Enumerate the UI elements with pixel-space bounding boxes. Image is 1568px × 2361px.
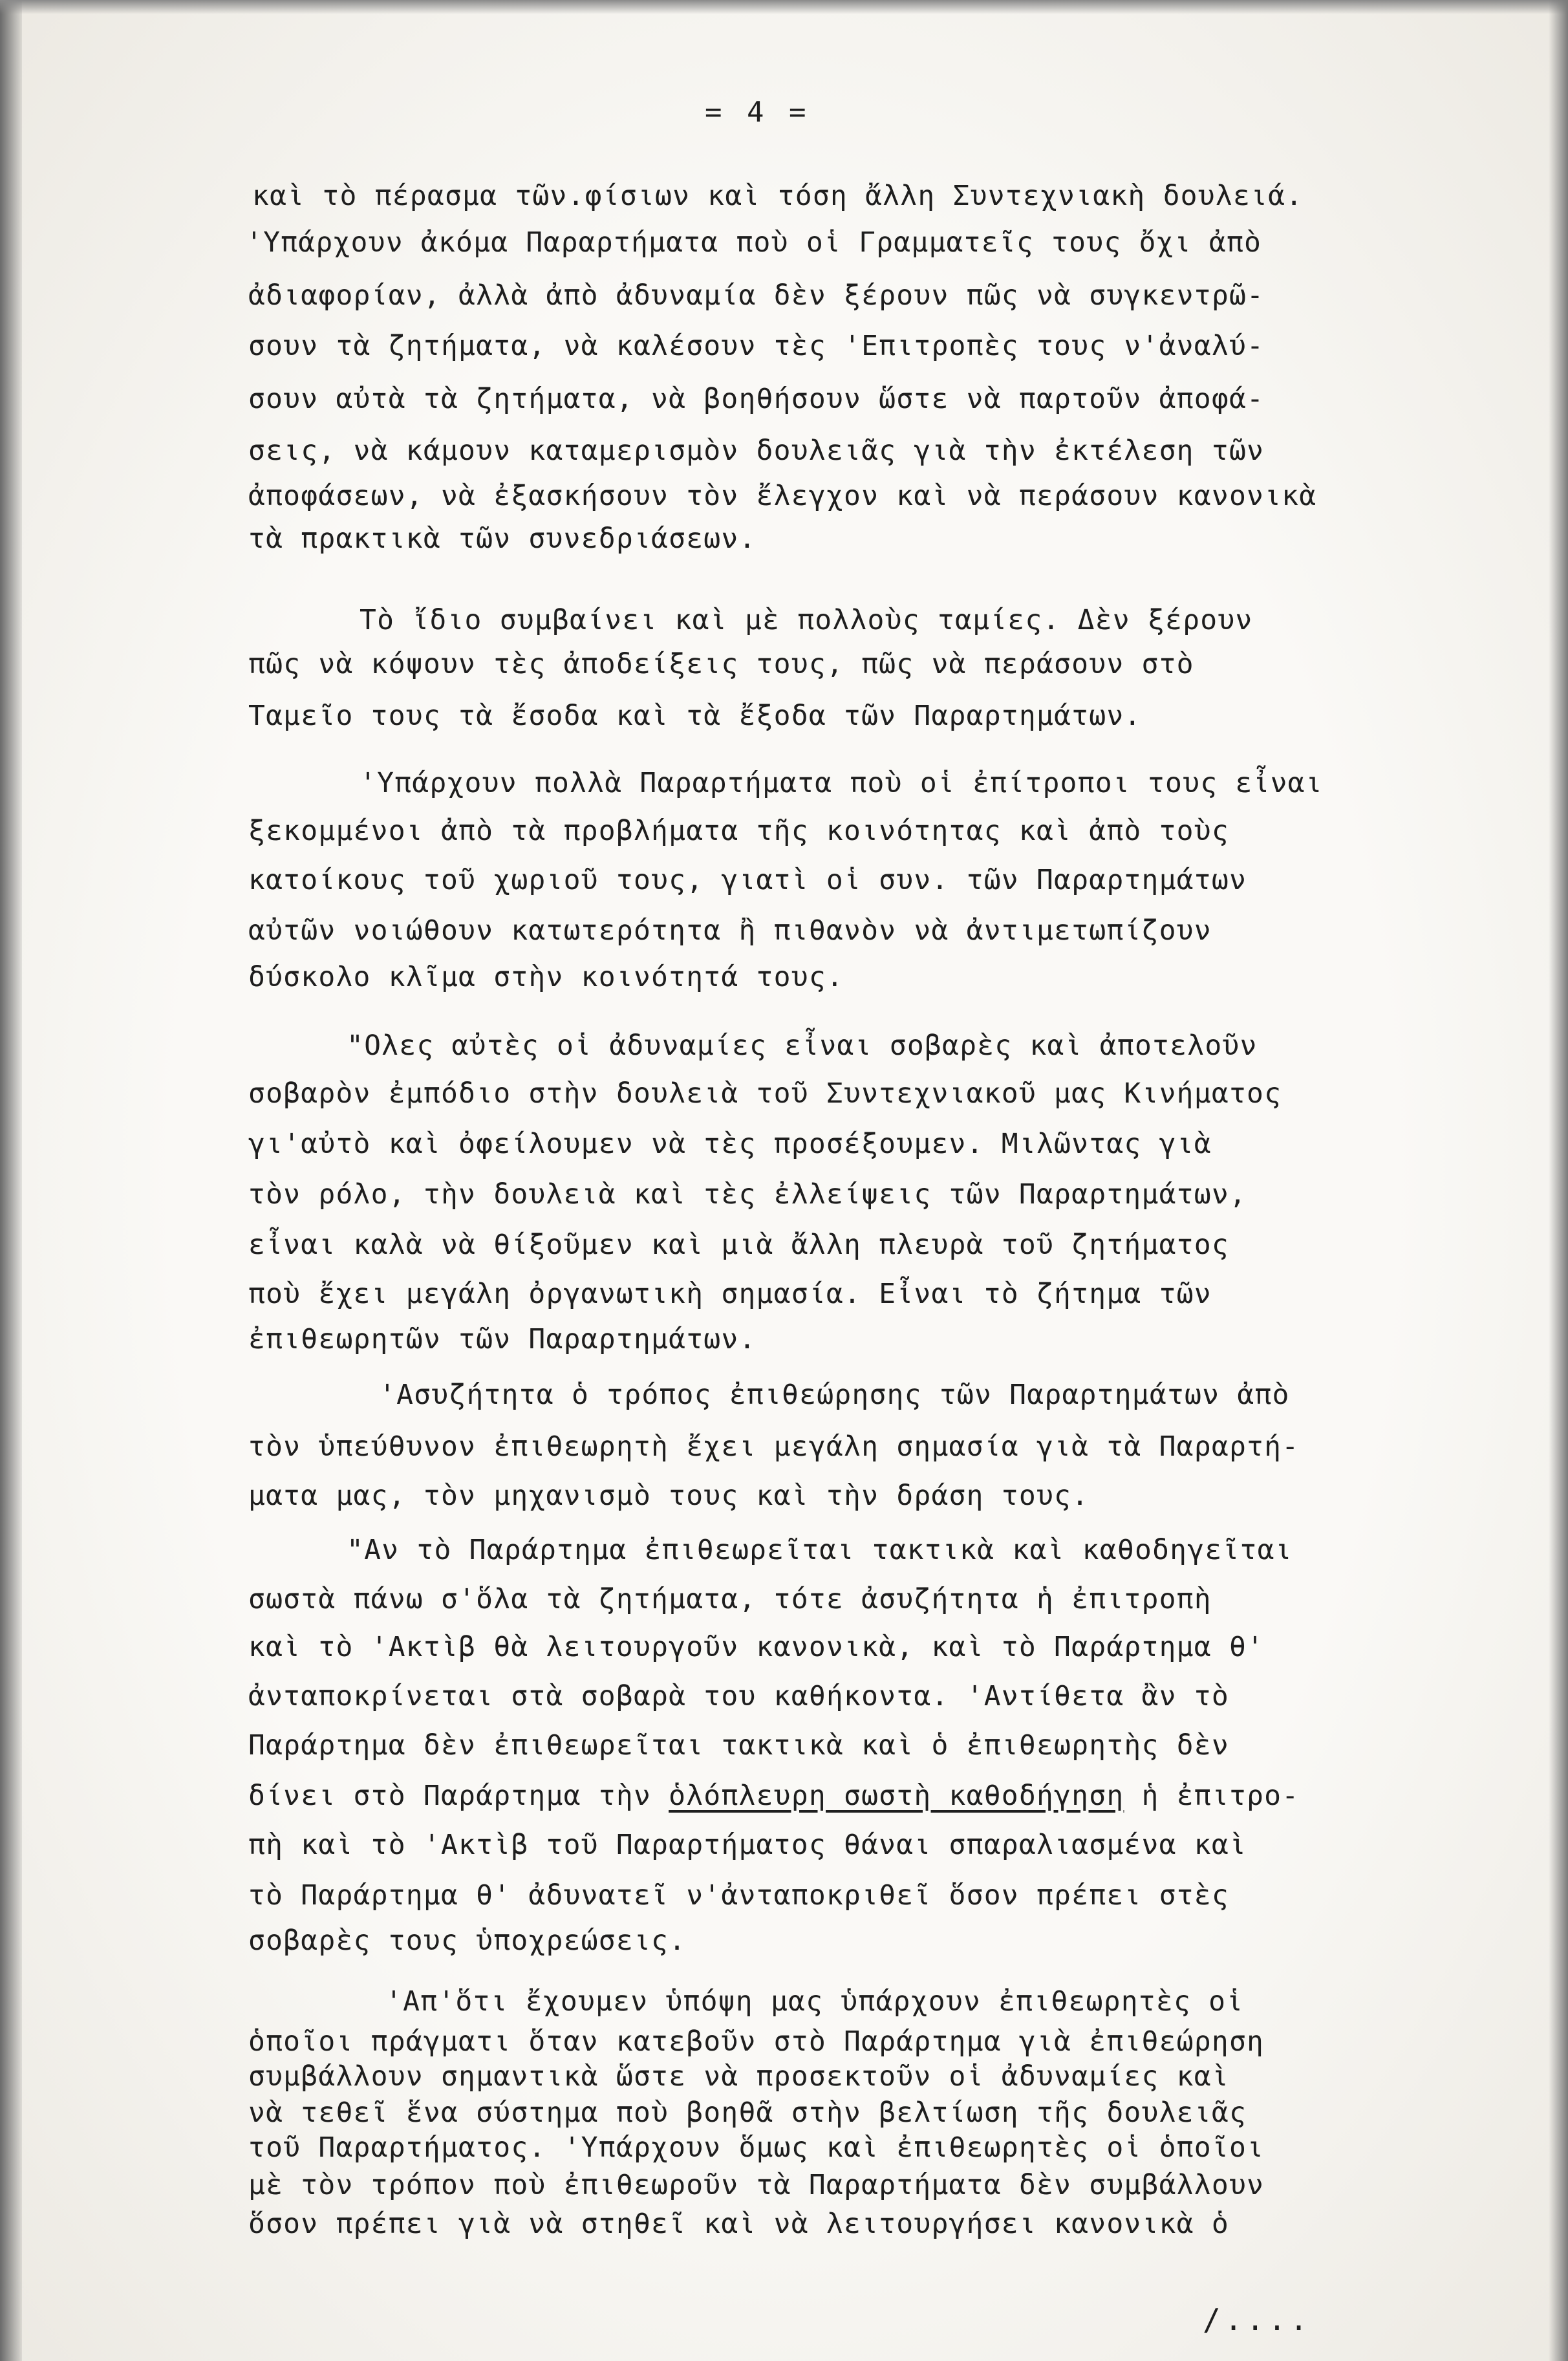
text-line: τὸ Παράρτημα θ' ἀδυνατεῖ ν'ἀνταποκριθεῖ ὅσον πρέπει στὲς xyxy=(248,1879,1229,1912)
text-line-with-underline xyxy=(248,1782,1299,1810)
text-line: σεις, νὰ κάμουν καταμερισμὸν δουλειᾶς γιὰ τὴν ἐκτέλεση τῶν xyxy=(248,435,1265,467)
text-line: 'Υπάρχουν ἀκόμα Παραρτήματα ποὺ οἱ Γραμματεῖς τους ὄχι ἀπὸ xyxy=(246,226,1262,259)
text-line: Παράρτημα δὲν ἐπιθεωρεῖται τακτικὰ καὶ ὁ ἐπιθεωρητὴς δὲν xyxy=(248,1729,1229,1762)
text-line: "Αν τὸ Παράρτημα ἐπιθεωρεῖται τακτικὰ καὶ καθοδηγεῖται xyxy=(347,1534,1293,1566)
text-line: εἶναι καλὰ νὰ θίξοῦμεν καὶ μιὰ ἄλλη πλευρὰ τοῦ ζητήματος xyxy=(248,1229,1229,1261)
text-line: 'Απ'ὅτι ἔχουμεν ὑπόψη μας ὑπάρχουν ἐπιθεωρητὲς οἱ xyxy=(385,1985,1244,2018)
text-line: κατοίκους τοῦ χωριοῦ τους, γιατὶ οἱ συν. τῶν Παραρτημάτων xyxy=(248,864,1247,896)
text-line: δύσκολο κλῖμα στὴν κοινότητά τους. xyxy=(248,961,844,993)
text-line: τὸν ρόλο, τὴν δουλειὰ καὶ τὲς ἐλλείψεις τῶν Παραρτημάτων, xyxy=(248,1178,1247,1211)
text-line: 'Υπάρχουν πολλὰ Παραρτήματα ποὺ οἱ ἐπίτροποι τους εἶναι xyxy=(360,767,1323,799)
text-line: γι'αὐτὸ καὶ ὀφείλουμεν νὰ τὲς προσέξουμεν. Μιλῶντας γιὰ xyxy=(248,1128,1212,1160)
scan-shadow-left xyxy=(0,0,22,2361)
text-line: Τὸ ἴδιο συμβαίνει καὶ μὲ πολλοὺς ταμίες. Δὲν ξέρουν xyxy=(360,604,1253,636)
text-line: σοβαρὸν ἐμπόδιο στὴν δουλειὰ τοῦ Συντεχνιακοῦ μας Κινήματος xyxy=(248,1077,1282,1110)
text-line: ματα μας, τὸν μηχανισμὸ τους καὶ τὴν δράση τους. xyxy=(248,1480,1090,1512)
text-line: ὁποῖοι πράγματι ὅταν κατεβοῦν στὸ Παράρτημα γιὰ ἐπιθεώρηση xyxy=(248,2025,1265,2058)
scan-shadow-right xyxy=(1549,0,1568,2361)
text-line: ἐπιθεωρητῶν τῶν Παραρτημάτων. xyxy=(248,1323,757,1355)
text-line: συμβάλλουν σημαντικὰ ὥστε νὰ προσεκτοῦν οἱ ἀδυναμίες καὶ xyxy=(248,2060,1229,2093)
text-line: τὸν ὑπεύθυνον ἐπιθεωρητὴ ἔχει μεγάλη σημασία γιὰ τὰ Παραρτή- xyxy=(248,1430,1300,1463)
scan-shadow-top xyxy=(0,0,1568,14)
text-line: ἀποφάσεων, νὰ ἐξασκήσουν τὸν ἔλεγχον καὶ νὰ περάσουν κανονικὰ xyxy=(248,480,1317,512)
text-line: ἀδιαφορίαν, ἀλλὰ ἀπὸ ἀδυναμία δὲν ξέρουν πῶς νὰ συγκεντρῶ- xyxy=(248,279,1265,312)
text-line: καὶ τὸ 'Ακτὶβ θὰ λειτουργοῦν κανονικὰ, καὶ τὸ Παράρτημα θ' xyxy=(248,1631,1265,1663)
text-line: σωστὰ πάνω σ'ὅλα τὰ ζητήματα, τότε ἀσυζήτητα ἡ ἐπιτροπὴ xyxy=(248,1583,1212,1615)
text-line: τοῦ Παραρτήματος. 'Υπάρχουν ὅμως καὶ ἐπιθεωρητὲς οἱ ὁποῖοι xyxy=(248,2131,1265,2164)
text-line: Ταμεῖο τους τὰ ἔσοδα καὶ τὰ ἔξοδα τῶν Παραρτημάτων. xyxy=(248,700,1142,732)
text-line: πὴ καὶ τὸ 'Ακτὶβ τοῦ Παραρτήματος θάναι σπαραλιασμένα καὶ xyxy=(248,1829,1247,1861)
text-line: ἀνταποκρίνεται στὰ σοβαρὰ του καθήκοντα. 'Αντίθετα ἂν τὸ xyxy=(248,1680,1229,1712)
text-line: μὲ τὸν τρόπον ποὺ ἐπιθεωροῦν τὰ Παραρτήματα δὲν συμβάλλουν xyxy=(248,2169,1265,2201)
continuation-mark: /.... xyxy=(1203,2302,1312,2337)
text-line: "Ολες αὐτὲς οἱ ἀδυναμίες εἶναι σοβαρὲς καὶ ἀποτελοῦν xyxy=(347,1030,1258,1062)
text-segment: δίνει στὸ Παράρτημα τὴν xyxy=(248,1780,652,1812)
text-line: πῶς νὰ κόψουν τὲς ἀποδείξεις τους, πῶς νὰ περάσουν στὸ xyxy=(248,648,1194,680)
text-line: σουν τὰ ζητήματα, νὰ καλέσουν τὲς 'Επιτροπὲς τους ν'ἀναλύ- xyxy=(248,330,1265,362)
text-line: νὰ τεθεῖ ἕνα σύστημα ποὺ βοηθᾶ στὴν βελτίωση τῆς δουλειᾶς xyxy=(248,2097,1247,2129)
text-line: ξεκομμένοι ἀπὸ τὰ προβλήματα τῆς κοινότητας καὶ ἀπὸ τοὺς xyxy=(248,815,1229,847)
text-line: αὐτῶν νοιώθουν κατωτερότητα ἢ πιθανὸν νὰ ἀντιμετωπίζουν xyxy=(248,914,1212,947)
text-segment: ἡ ἐπιτρο- xyxy=(1141,1780,1300,1812)
text-line: ὅσον πρέπει γιὰ νὰ στηθεῖ καὶ νὰ λειτουργήσει κανονικὰ ὁ xyxy=(248,2208,1229,2240)
text-line: 'Ασυζήτητα ὁ τρόπος ἐπιθεώρησης τῶν Παραρτημάτων ἀπὸ xyxy=(379,1379,1290,1411)
text-line: τὰ πρακτικὰ τῶν συνεδριάσεων. xyxy=(248,523,757,555)
page-number: = 4 = xyxy=(705,96,810,129)
underlined-phrase: ὁλόπλευρη σωστὴ καθοδήγηση xyxy=(669,1780,1124,1812)
text-line: καὶ τὸ πέρασμα τῶν.φίσιων καὶ τόση ἄλλη Συντεχνιακὴ δουλειά. xyxy=(252,180,1304,212)
text-line: ποὺ ἔχει μεγάλη ὀργανωτικὴ σημασία. Εἶναι τὸ ζήτημα τῶν xyxy=(248,1278,1212,1310)
text-line: σουν αὐτὰ τὰ ζητήματα, νὰ βοηθήσουν ὥστε νὰ παρτοῦν ἀποφά- xyxy=(248,383,1265,415)
text-line: σοβαρὲς τους ὑποχρεώσεις. xyxy=(248,1924,687,1957)
